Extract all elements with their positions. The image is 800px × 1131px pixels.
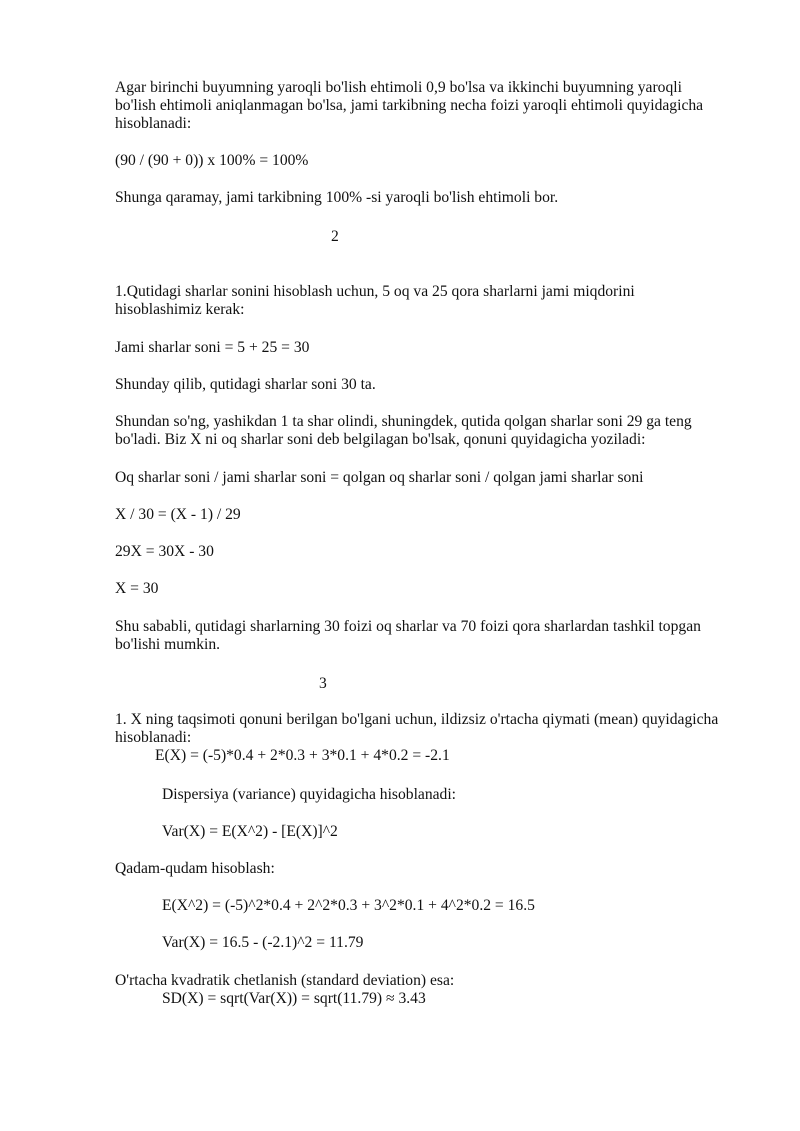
paragraph-line: Shundan so'ng, yashikdan 1 ta shar olindi, shuningdek, qutida qolgan sharlar soni 29 ga teng xyxy=(115,413,692,430)
sd-formula: SD(X) = sqrt(Var(X)) = sqrt(11.79) ≈ 3.43 xyxy=(162,990,426,1007)
page-number: 3 xyxy=(319,675,327,692)
total-formula: Jami sharlar soni = 5 + 25 = 30 xyxy=(115,339,310,356)
paragraph-line: 1.Qutidagi sharlar sonini hisoblash uchun, 5 oq va 25 qora sharlarni jami miqdorini xyxy=(115,283,635,300)
paragraph-line: 1. X ning taqsimoti qonuni berilgan bo'lgani uchun, ildizsiz o'rtacha qiymati (mean) quyidagicha xyxy=(115,711,719,728)
step-label: Qadam-qudam hisoblash: xyxy=(115,860,275,877)
percentage-formula: (90 / (90 + 0)) x 100% = 100% xyxy=(115,152,309,169)
ex2-formula: E(X^2) = (-5)^2*0.4 + 2^2*0.3 + 3^2*0.1 + 4^2*0.2 = 16.5 xyxy=(162,897,535,914)
equation-1: X / 30 = (X - 1) / 29 xyxy=(115,506,241,523)
paragraph-line: hisoblanadi: xyxy=(115,115,192,132)
paragraph-line: hisoblanadi: xyxy=(115,729,192,746)
variance-value: Var(X) = 16.5 - (-2.1)^2 = 11.79 xyxy=(162,934,364,951)
paragraph-line: hisoblashimiz kerak: xyxy=(115,301,245,318)
paragraph-line: bo'lishi mumkin. xyxy=(115,636,221,653)
paragraph-line: bo'lish ehtimoli aniqlanmagan bo'lsa, jami tarkibning necha foizi yaroqli ehtimoli quyidagicha xyxy=(115,97,704,114)
variance-intro: Dispersiya (variance) quyidagicha hisoblanadi: xyxy=(162,786,457,803)
conclusion-text: Shunga qaramay, jami tarkibning 100% -si yaroqli bo'lish ehtimoli bor. xyxy=(115,189,559,206)
variance-formula: Var(X) = E(X^2) - [E(X)]^2 xyxy=(162,823,338,840)
mean-formula: E(X) = (-5)*0.4 + 2*0.3 + 3*0.1 + 4*0.2 = -2.1 xyxy=(155,747,450,764)
equation-3: X = 30 xyxy=(115,580,159,597)
total-result: Shunday qilib, qutidagi sharlar soni 30 ta. xyxy=(115,376,376,393)
sd-intro: O'rtacha kvadratik chetlanish (standard deviation) esa: xyxy=(115,972,455,989)
paragraph-line: Shu sababli, qutidagi sharlarning 30 foizi oq sharlar va 70 foizi qora sharlardan tashkil topgan xyxy=(115,618,701,635)
equation-2: 29X = 30X - 30 xyxy=(115,543,214,560)
ratio-rule: Oq sharlar soni / jami sharlar soni = qolgan oq sharlar soni / qolgan jami sharlar soni xyxy=(115,469,644,486)
paragraph-line: bo'ladi. Biz X ni oq sharlar soni deb belgilagan bo'lsak, qonuni quyidagicha yoziladi: xyxy=(115,431,646,448)
page-number: 2 xyxy=(331,228,339,245)
paragraph-line: Agar birinchi buyumning yaroqli bo'lish ehtimoli 0,9 bo'lsa va ikkinchi buyumning yaroqli xyxy=(115,79,682,96)
